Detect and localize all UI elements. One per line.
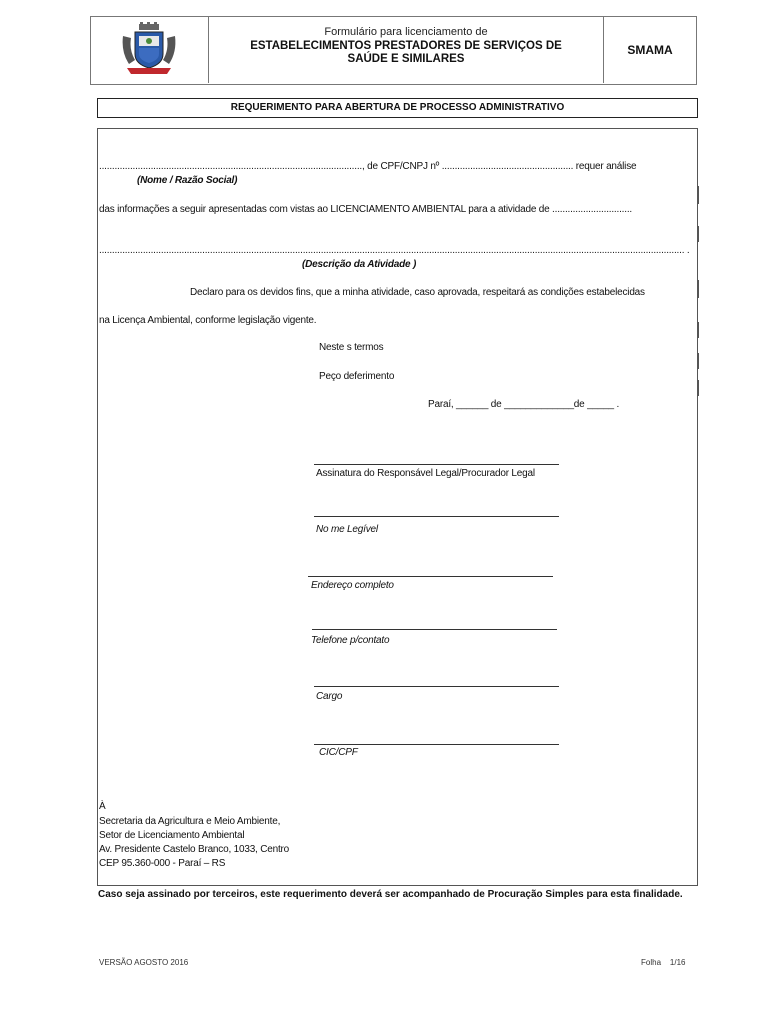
address-street: Av. Presidente Castelo Branco, 1033, Centro bbox=[99, 844, 290, 855]
third-party-note: Caso seja assinado por terceiros, este requerimento deverá ser acompanhado de Procuração Simples para esta finalidade. bbox=[98, 889, 683, 900]
cpf-line bbox=[314, 744, 559, 745]
change-bar bbox=[697, 322, 699, 338]
change-bar bbox=[697, 226, 699, 242]
role-line bbox=[314, 686, 559, 687]
change-bar bbox=[697, 380, 699, 396]
address-a: À bbox=[99, 801, 106, 812]
role-label: Cargo bbox=[316, 691, 343, 702]
signature-line bbox=[314, 464, 559, 465]
activity-dots-line: ................................................................................................................................................................................................................................... . bbox=[99, 245, 690, 256]
request-title: REQUERIMENTO PARA ABERTURA DE PROCESSO ADMINISTRATIVO bbox=[97, 98, 698, 118]
activity-intro-line: das informações a seguir apresentadas com vistas ao LICENCIAMENTO AMBIENTAL para a atividade de ............................... bbox=[99, 204, 632, 215]
page-number: Folha 1/16 bbox=[641, 958, 686, 967]
header-logo-cell bbox=[90, 16, 209, 83]
declaration-line2: na Licença Ambiental, conforme legislação vigente. bbox=[99, 315, 317, 326]
change-bar bbox=[697, 280, 699, 298]
name-legible-label: No me Legível bbox=[316, 524, 378, 535]
change-bar bbox=[697, 186, 699, 204]
activity-label: (Descrição da Atividade ) bbox=[302, 259, 417, 270]
neste-termos: Neste s termos bbox=[319, 342, 384, 353]
version-label: VERSÃO AGOSTO 2016 bbox=[99, 958, 189, 967]
address-secretaria: Secretaria da Agricultura e Meio Ambiente, bbox=[99, 816, 281, 827]
header-org: SMAMA bbox=[627, 42, 673, 57]
peco-deferimento: Peço deferimento bbox=[319, 371, 395, 382]
header-title bbox=[209, 40, 603, 66]
signature-label: Assinatura do Responsável Legal/Procurador Legal bbox=[316, 468, 535, 479]
address-label: Endereço completo bbox=[311, 580, 394, 591]
header-subtitle: Formulário para licenciamento de bbox=[324, 26, 488, 38]
name-cpf-line: ......................................................................................................, de CPF/CNPJ nº ................................................... requer análise bbox=[99, 161, 637, 172]
change-bar bbox=[697, 353, 699, 369]
name-label: (Nome / Razão Social) bbox=[137, 175, 238, 186]
declaration-line1: Declaro para os devidos fins, que a minha atividade, caso aprovada, respeitará as condições estabelecidas bbox=[190, 287, 645, 298]
address-setor: Setor de Licenciamento Ambiental bbox=[99, 830, 245, 841]
header-title-line1: ESTABELECIMENTOS PRESTADORES DE SERVIÇOS DE bbox=[250, 40, 562, 52]
address-cep: CEP 95.360-000 - Paraí – RS bbox=[99, 858, 226, 869]
form-body-box bbox=[97, 128, 698, 886]
date-line: Paraí, ______ de _____________de _____ . bbox=[428, 399, 620, 410]
header-title-cell bbox=[209, 16, 604, 83]
address-line bbox=[308, 576, 553, 577]
name-line bbox=[314, 516, 559, 517]
phone-label: Telefone p/contato bbox=[311, 635, 390, 646]
cpf-label: CIC/CPF bbox=[319, 747, 358, 758]
header-title-line2: SAÚDE E SIMILARES bbox=[347, 53, 465, 65]
phone-line bbox=[312, 629, 557, 630]
coat-of-arms-icon bbox=[119, 22, 179, 78]
